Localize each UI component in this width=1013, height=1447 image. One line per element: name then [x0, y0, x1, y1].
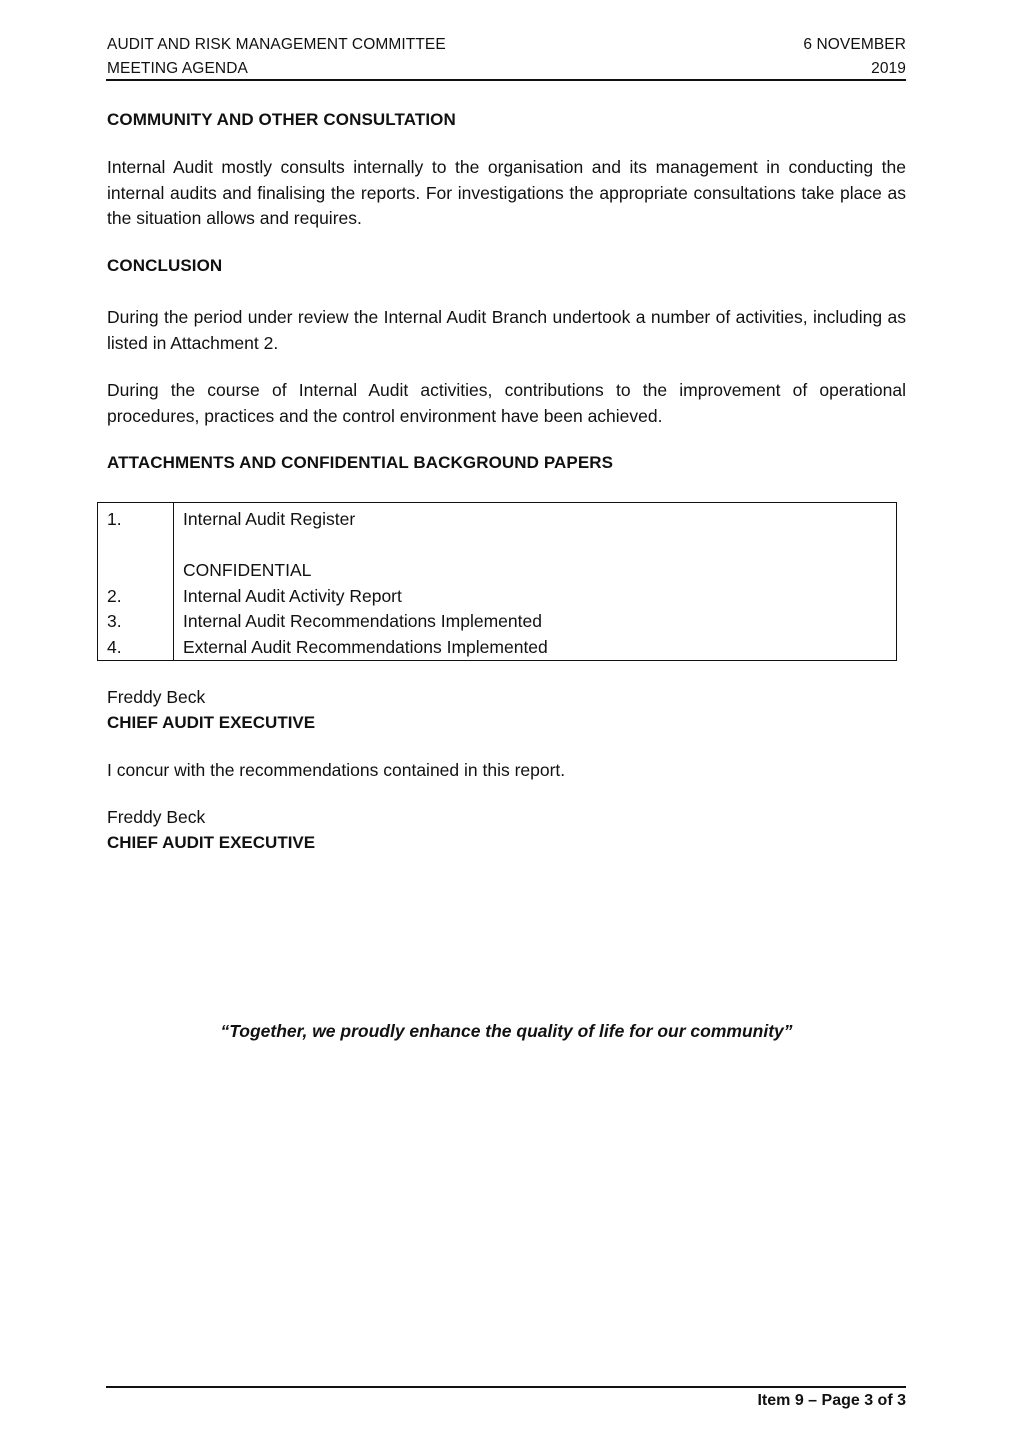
header-left — [107, 33, 446, 81]
attachment-title: Internal Audit Register — [183, 509, 356, 529]
community-motto: “Together, we proudly enhance the quality of life for our community” — [220, 1021, 793, 1041]
header-divider — [106, 79, 906, 81]
consultation-heading: COMMUNITY AND OTHER CONSULTATION — [107, 110, 456, 129]
header-committee: AUDIT AND RISK MANAGEMENT COMMITTEE — [107, 36, 446, 53]
signoff-1-name: Freddy Beck — [107, 687, 206, 707]
attachments-heading: ATTACHMENTS AND CONFIDENTIAL BACKGROUND PAPERS — [107, 453, 614, 472]
page-number: Item 9 – Page 3 of 3 — [757, 1392, 906, 1409]
consultation-paragraph: Internal Audit mostly consults internally to the organisation and its management in conducting the internal audits and finalising the reports. For investigations the appropriate consultations take place as the situation allows and requires. — [107, 157, 906, 228]
attachments-table-row — [98, 503, 897, 661]
signoff-2-name: Freddy Beck — [107, 807, 206, 827]
signoff-2-title: CHIEF AUDIT EXECUTIVE — [107, 833, 316, 852]
signoff-1-title: CHIEF AUDIT EXECUTIVE — [107, 713, 316, 732]
conclusion-heading: CONCLUSION — [107, 256, 223, 275]
conclusion-paragraph-2: During the course of Internal Audit activities, contributions to the improvement of operational procedures, practices and the control environment have been achieved. — [107, 380, 906, 426]
header-agenda: MEETING AGENDA — [107, 60, 248, 77]
attachment-title: Internal Audit Recommendations Implemented — [183, 611, 542, 631]
attachment-number-blank — [107, 533, 164, 559]
attachment-titles — [174, 503, 897, 661]
attachment-numbers — [98, 503, 174, 661]
attachment-title: Internal Audit Activity Report — [183, 585, 402, 606]
attachments-table — [97, 502, 897, 661]
attachment-title-blank — [183, 533, 887, 559]
header-year: 2019 — [871, 60, 906, 77]
confidential-label: CONFIDENTIAL — [183, 560, 312, 580]
attachment-number: 3. — [107, 611, 122, 631]
footer-divider — [106, 1386, 906, 1388]
attachment-number: 2. — [107, 585, 122, 606]
attachment-number: 4. — [107, 636, 122, 657]
header-date: 6 NOVEMBER — [803, 36, 906, 53]
conclusion-paragraph-1: During the period under review the Internal Audit Branch undertook a number of activities, including as listed in Attachment 2. — [107, 307, 906, 353]
attachment-title: External Audit Recommendations Implemented — [183, 636, 548, 657]
concur-statement: I concur with the recommendations contained in this report. — [107, 760, 566, 780]
attachment-number — [107, 558, 164, 584]
attachment-number: 1. — [107, 509, 122, 529]
header-right — [803, 33, 906, 81]
